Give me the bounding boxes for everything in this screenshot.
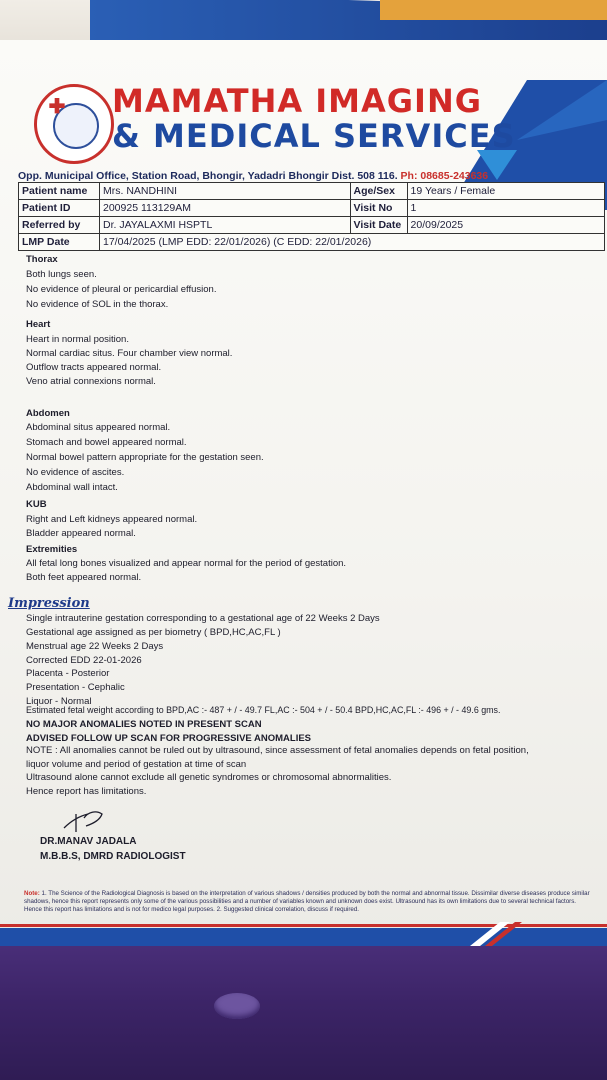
finding-line: Both feet appeared normal. <box>26 572 142 583</box>
finding-line: Bladder appeared normal. <box>26 528 136 539</box>
address-text: Opp. Municipal Office, Station Road, Bhongir, Yadadri Bhongir Dist. 508 116. <box>18 170 401 182</box>
impression-line: Placenta - Posterior <box>26 668 110 679</box>
follow-up-line: ADVISED FOLLOW UP SCAN FOR PROGRESSIVE ANOMALIES <box>26 733 312 744</box>
finding-line: Abdominal situs appeared normal. <box>26 422 171 433</box>
finding-line: No evidence of ascites. <box>26 467 125 478</box>
shirt-button <box>214 993 260 1019</box>
section-title-heart: Heart <box>26 319 51 330</box>
table-row <box>19 234 605 251</box>
finding-line: Right and Left kidneys appeared normal. <box>26 514 198 525</box>
visit-date-value: 20/09/2025 <box>407 217 604 234</box>
finding-line: Stomach and bowel appeared normal. <box>26 437 187 448</box>
finding-line: Normal bowel pattern appropriate for the gestation seen. <box>26 452 264 463</box>
lmp-date-value: 17/04/2025 (LMP EDD: 22/01/2026) (C EDD: 22/01/2026) <box>100 234 605 251</box>
doctor-degree: M.B.B.S, DMRD RADIOLOGIST <box>40 851 186 862</box>
visit-no-value: 1 <box>407 200 604 217</box>
referred-by-value: Dr. JAYALAXMI HSPTL <box>100 217 351 234</box>
clinic-logo <box>34 84 114 164</box>
visit-date-label: Visit Date <box>350 217 407 234</box>
impression-line: Liquor - Normal <box>26 696 92 707</box>
patient-id-value: 200925 113129AM <box>100 200 351 217</box>
brand-title-line2: & MEDICAL SERVICES <box>112 117 516 155</box>
logo-cross-icon: ✚ <box>48 96 66 118</box>
note-line: liquor volume and period of gestation at time of scan <box>26 759 247 770</box>
impression-line: Single intrauterine gestation corresponding to a gestational age of 22 Weeks 2 Days <box>26 613 380 624</box>
note-line: Hence report has limitations. <box>26 786 147 797</box>
finding-line: Abdominal wall intact. <box>26 482 118 493</box>
impression-line: Corrected EDD 22-01-2026 <box>26 655 142 666</box>
note-line: NOTE : All anomalies cannot be ruled out by ultrasound, since assessment of fetal anomalies depends on fetal position, <box>26 745 529 756</box>
visit-no-label: Visit No <box>350 200 407 217</box>
footer-note-label: Note: <box>24 890 40 897</box>
footer-disclaimer <box>24 890 590 914</box>
patient-info-table <box>18 182 605 251</box>
finding-line: Veno atrial connexions normal. <box>26 376 156 387</box>
table-row <box>19 200 605 217</box>
brand-title-line1: MAMATHA IMAGING <box>112 82 482 120</box>
note-line: Ultrasound alone cannot exclude all genetic syndromes or chromosomal abnormalities. <box>26 772 392 783</box>
age-sex-label: Age/Sex <box>350 183 407 200</box>
no-anomalies-line: NO MAJOR ANOMALIES NOTED IN PRESENT SCAN <box>26 719 262 730</box>
finding-line: Both lungs seen. <box>26 269 97 280</box>
purple-fabric <box>0 940 607 1080</box>
footer-stripe-decoration <box>0 918 607 946</box>
finding-line: No evidence of SOL in the thorax. <box>26 299 169 310</box>
clinic-address <box>18 170 488 182</box>
patient-name-label: Patient name <box>19 183 100 200</box>
phone-number: Ph: 08685-243636 <box>400 170 489 182</box>
patient-name-value: Mrs. NANDHINI <box>100 183 351 200</box>
table-row <box>19 217 605 234</box>
section-title-abdomen: Abdomen <box>26 408 70 419</box>
finding-line: Outflow tracts appeared normal. <box>26 362 162 373</box>
impression-line: Presentation - Cephalic <box>26 682 125 693</box>
doctor-name: DR.MANAV JADALA <box>40 836 137 847</box>
referred-by-label: Referred by <box>19 217 100 234</box>
finding-line: All fetal long bones visualized and appear normal for the period of gestation. <box>26 558 347 569</box>
age-sex-value: 19 Years / Female <box>407 183 604 200</box>
impression-line: Gestational age assigned as per biometry ( BPD,HC,AC,FL ) <box>26 627 281 638</box>
lmp-date-label: LMP Date <box>19 234 100 251</box>
patient-id-label: Patient ID <box>19 200 100 217</box>
section-title-kub: KUB <box>26 499 47 510</box>
fetal-weight-line: Estimated fetal weight according to BPD,AC :- 487 + / - 49.7 FL,AC :- 504 + / - 50.4 BPD,HC,AC,FL :- 496 + / - 49.6 gms. <box>26 705 501 715</box>
doctor-signature <box>62 808 106 836</box>
finding-line: Normal cardiac situs. Four chamber view normal. <box>26 348 233 359</box>
section-title-thorax: Thorax <box>26 254 58 265</box>
impression-heading: Impression <box>8 596 90 611</box>
finding-line: Heart in normal position. <box>26 334 129 345</box>
background-orange-band <box>380 0 607 20</box>
impression-line: Menstrual age 22 Weeks 2 Days <box>26 641 164 652</box>
footer-note-text: 1. The Science of the Radiological Diagnosis is based on the interpretation of various shadows / densities produced by both the normal and abnormal tissue. Dissimilar diverse diseases produce similar shadows, hence this report represents only some of the various possibilities and a number of variables known and unknown does exist. Ultrasound has its own limitations due to several technical factors. Hence this report has limitations and is not for medico legal purposes. 2. Suggested clinical correlation, discuss if required. <box>24 890 590 913</box>
section-title-extremities: Extremities <box>26 544 78 555</box>
table-row <box>19 183 605 200</box>
finding-line: No evidence of pleural or pericardial effusion. <box>26 284 217 295</box>
